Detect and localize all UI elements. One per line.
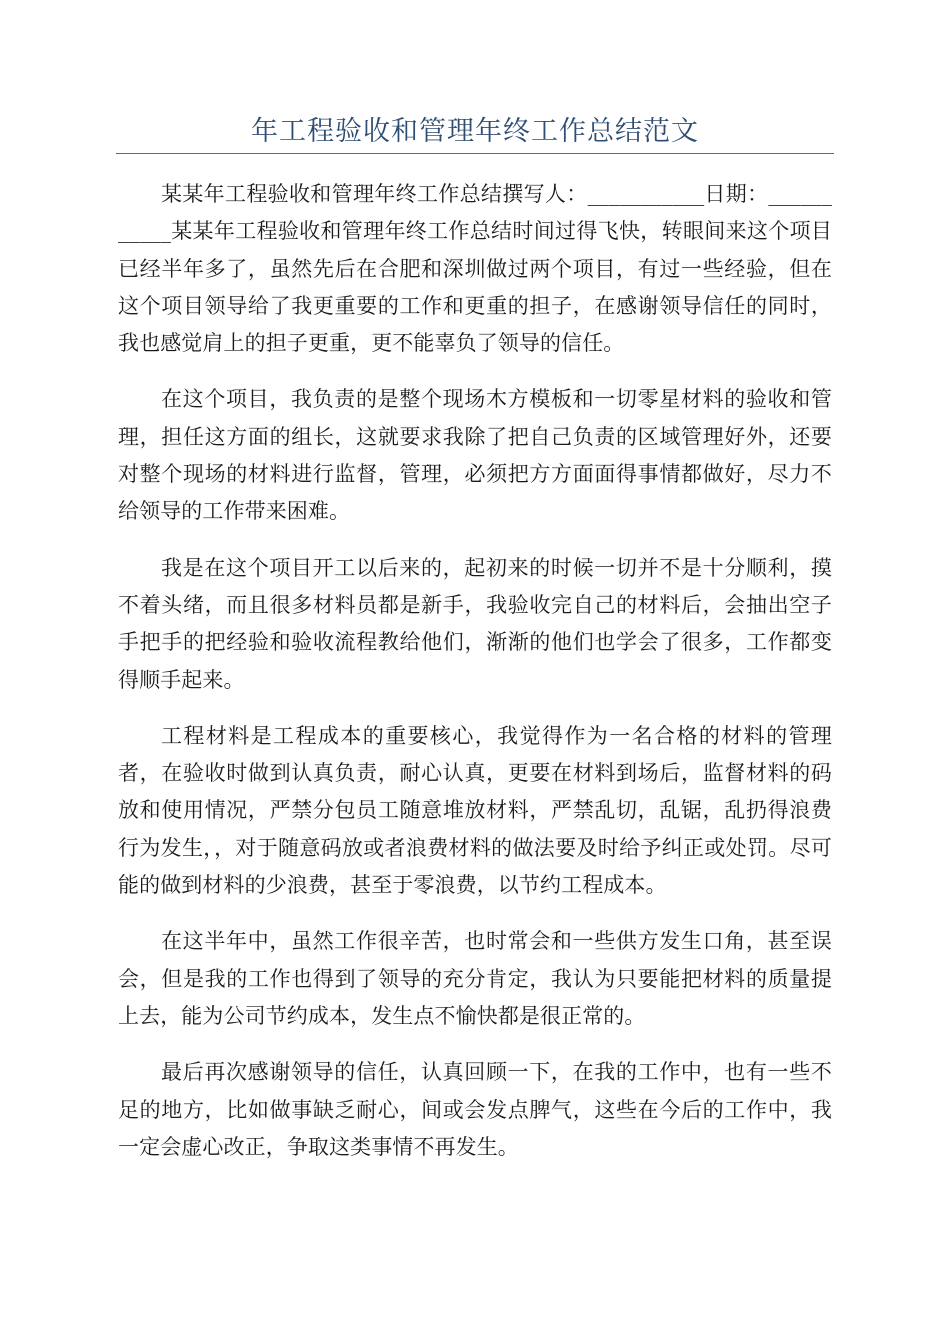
paragraph-onboarding: 我是在这个项目开工以后来的，起初来的时候一切并不是十分顺利，摸不着头绪，而且很多材料员都是新手，我验收完自己的材料后，会抽出空子手把手的把经验和验收流程教给他们，渐渐的他们也学会了很多，工作都变得顺手起来。 xyxy=(118,555,832,692)
paragraph-closing: 最后再次感谢领导的信任，认真回顾一下，在我的工作中，也有一些不足的地方，比如做事缺乏耐心，间或会发点脾气，这些在今后的工作中，我一定会虚心改正，争取这类事情不再发生。 xyxy=(118,1060,832,1159)
paragraph-intro: 某某年工程验收和管理年终工作总结撰写人：___________日期：___________某某年工程验收和管理年终工作总结时间过得飞快，转眼间来这个项目已经半年多了，虽然先后在合肥和深圳做过两个项目，有过一些经验，但在这个项目领导给了我更重要的工作和更重的担子，在感谢领导信任的同时，我也感觉肩上的担子更重，更不能辜负了领导的信任。 xyxy=(118,182,832,356)
paragraph-responsibility: 在这个项目，我负责的是整个现场木方模板和一切零星材料的验收和管理，担任这方面的组长，这就要求我除了把自己负责的区域管理好外，还要对整个现场的材料进行监督，管理，必须把方方面面得事情都做好，尽力不给领导的工作带来困难。 xyxy=(118,387,832,524)
document-body xyxy=(118,176,832,1185)
paragraph-materials: 工程材料是工程成本的重要核心，我觉得作为一名合格的材料的管理者，在验收时做到认真负责，耐心认真，更要在材料到场后，监督材料的码放和使用情况，严禁分包员工随意堆放材料，严禁乱切，乱锯，乱扔得浪费行为发生，，对于随意码放或者浪费材料的做法要及时给予纠正或处罚。尽可能的做到材料的少浪费，甚至于零浪费，以节约工程成本。 xyxy=(118,723,832,898)
title-underline xyxy=(116,153,834,154)
document-title: 年工程验收和管理年终工作总结范文 xyxy=(251,116,699,147)
paragraph-half-year: 在这半年中，虽然工作很辛苦，也时常会和一些供方发生口角，甚至误会，但是我的工作也得到了领导的充分肯定，我认为只要能把材料的质量提上去，能为公司节约成本，发生点不愉快都是很正常的。 xyxy=(118,929,832,1028)
